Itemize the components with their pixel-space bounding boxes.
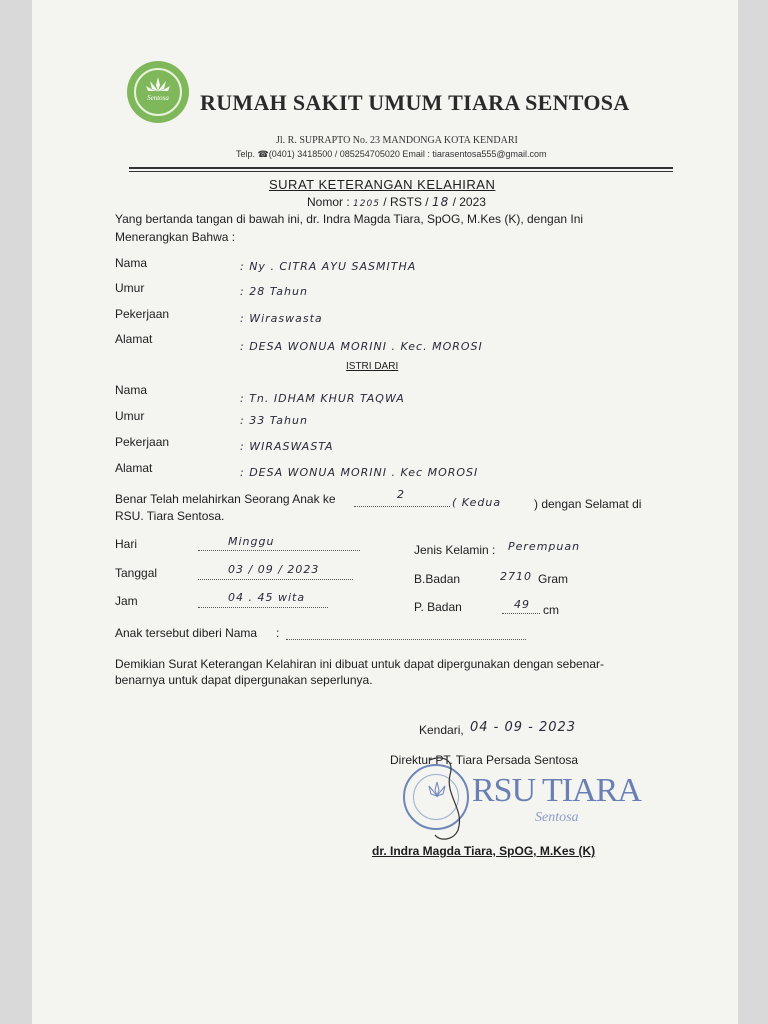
nomor-month: 18 bbox=[431, 195, 450, 209]
mother-address-value: : DESA WONUA MORINI . Kec. MOROSI bbox=[240, 340, 483, 353]
birth-statement-suffix: ) dengan Selamat di bbox=[534, 497, 642, 511]
father-job-label: Pekerjaan bbox=[115, 435, 170, 449]
closing-line-2: benarnya untuk dapat dipergunakan seperlunya. bbox=[115, 673, 373, 687]
sex-label: Jenis Kelamin : bbox=[414, 543, 496, 557]
child-order: 2 bbox=[397, 488, 405, 501]
signature-date: 04 - 09 - 2023 bbox=[470, 720, 577, 735]
lotus-icon bbox=[145, 75, 171, 93]
name-given-label: Anak tersebut diberi Nama bbox=[115, 626, 258, 640]
weight-unit: Gram bbox=[538, 572, 568, 586]
logo-caption: Sentosa bbox=[147, 94, 169, 102]
father-job-value: : WIRASWASTA bbox=[240, 440, 334, 453]
hospital-contact: Telp. ☎(0401) 3418500 / 085254705020 Email : tiarasentosa555@gmail.com bbox=[236, 149, 547, 159]
mother-name-label: Nama bbox=[115, 256, 148, 270]
intro-line-1: Yang bertanda tangan di bawah ini, dr. Indra Magda Tiara, SpOG, M.Kes (K), dengan Ini bbox=[115, 212, 584, 226]
father-age-value: : 33 Tahun bbox=[240, 414, 308, 427]
letterhead-rule-thin bbox=[129, 171, 673, 172]
child-name-blank bbox=[286, 639, 526, 640]
father-name-label: Nama bbox=[115, 383, 148, 397]
day-label: Hari bbox=[115, 537, 138, 551]
nomor-value: 1205 bbox=[353, 199, 380, 209]
signature-scribble bbox=[410, 750, 490, 850]
mother-age-value: : 28 Tahun bbox=[240, 285, 308, 298]
stamp-text: RSU TIARA bbox=[472, 772, 641, 809]
time-value: 04 . 45 wita bbox=[228, 591, 306, 604]
signature-place: Kendari, bbox=[419, 723, 464, 737]
length-label: P. Badan bbox=[414, 600, 462, 614]
document-title: SURAT KETERANGAN KELAHIRAN bbox=[269, 177, 496, 192]
hospital-address: Jl. R. SUPRAPTO No. 23 MANDONGA KOTA KENDARI bbox=[276, 135, 518, 146]
mother-name-value: : Ny . CITRA AYU SASMITHA bbox=[240, 260, 417, 273]
nomor-mid: / RSTS / bbox=[383, 195, 429, 209]
istri-dari-label: ISTRI DARI bbox=[346, 361, 399, 372]
date-label: Tanggal bbox=[115, 566, 158, 580]
hospital-name: RUMAH SAKIT UMUM TIARA SENTOSA bbox=[200, 90, 630, 115]
signer-name: dr. Indra Magda Tiara, SpOG, M.Kes (K) bbox=[372, 844, 596, 858]
length-unit: cm bbox=[543, 603, 559, 617]
sex-value: Perempuan bbox=[508, 540, 581, 553]
father-name-value: : Tn. IDHAM KHUR TAQWA bbox=[240, 392, 405, 405]
day-value: Minggu bbox=[228, 535, 275, 548]
time-label: Jam bbox=[115, 594, 138, 608]
weight-value: 2710 bbox=[500, 570, 532, 583]
weight-label: B.Badan bbox=[414, 572, 461, 586]
stamp-script: Sentosa bbox=[535, 810, 579, 825]
mother-job-label: Pekerjaan bbox=[115, 307, 170, 321]
closing-line-1: Demikian Surat Keterangan Kelahiran ini dibuat untuk dapat dipergunakan dengan sebenar- bbox=[115, 657, 605, 671]
child-order-word: ( Kedua bbox=[452, 496, 502, 509]
nomor-year: / 2023 bbox=[452, 195, 486, 209]
birth-statement-prefix: Benar Telah melahirkan Seorang Anak ke bbox=[115, 492, 336, 506]
date-value: 03 / 09 / 2023 bbox=[228, 563, 320, 576]
father-address-value: : DESA WONUA MORINI . Kec MOROSI bbox=[240, 466, 479, 479]
intro-line-2: Menerangkan Bahwa : bbox=[115, 230, 236, 244]
mother-address-label: Alamat bbox=[115, 332, 153, 346]
document-number bbox=[307, 195, 486, 209]
nomor-label: Nomor : bbox=[307, 195, 350, 209]
birth-place: RSU. Tiara Sentosa. bbox=[115, 509, 225, 523]
mother-age-label: Umur bbox=[115, 281, 145, 295]
length-value: 49 bbox=[514, 598, 530, 611]
hospital-logo bbox=[127, 61, 189, 123]
father-age-label: Umur bbox=[115, 409, 145, 423]
signature-position: Direktur PT. Tiara Persada Sentosa bbox=[390, 753, 579, 767]
father-address-label: Alamat bbox=[115, 461, 153, 475]
mother-job-value: : Wiraswasta bbox=[240, 312, 323, 325]
letterhead-rule bbox=[129, 167, 673, 169]
